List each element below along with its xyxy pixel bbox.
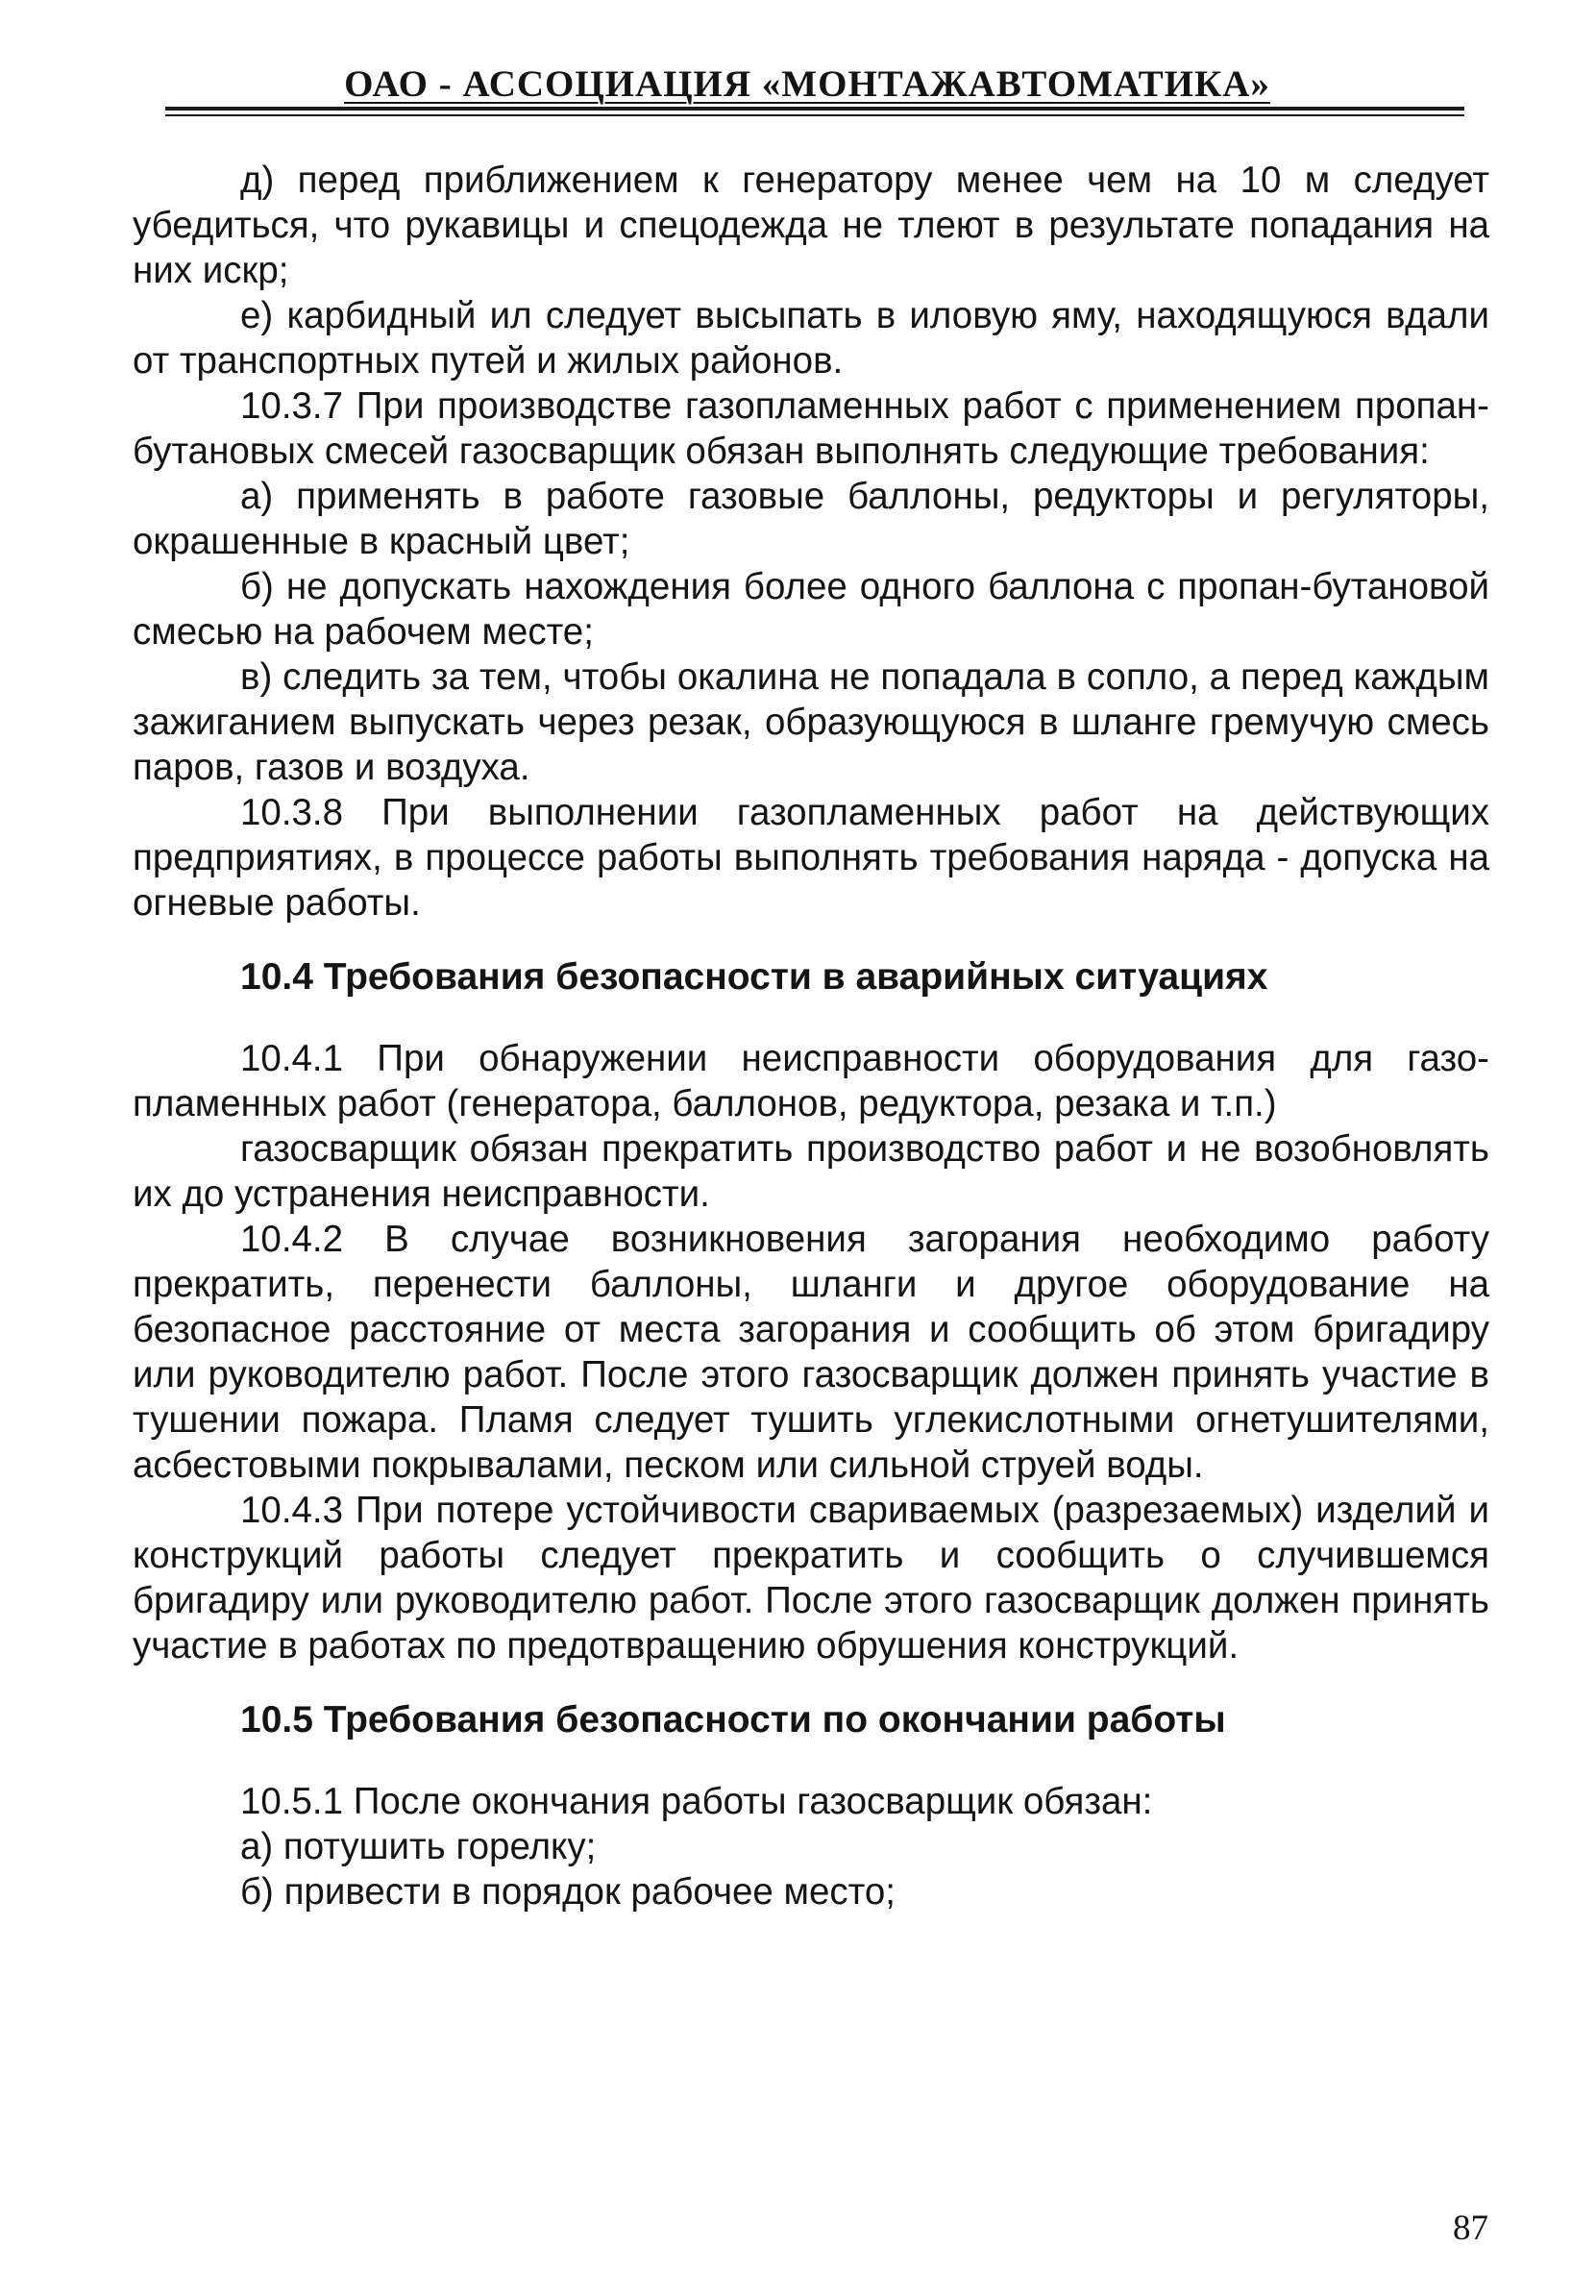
paragraph-10-5-1-a: а) потушить горелку; bbox=[240, 1826, 597, 1867]
paragraph-10-4-2: 10.4.2 В случае возникновения загорания необходимо работу прекратить, перенести баллоны, шланги и другое оборудование на безопасное расстояние от места загорания и сообщить об этом бригадиру или руководителю работ. После этого газосварщик должен принять участие в тушении пожара. Пламя следует тушить углекислотными огнетушителями, асбестовыми покрывалами, песком или сильной струей воды. bbox=[133, 1219, 1489, 1486]
paragraph-10-5-1: 10.5.1 После окончания работы газосварщик обязан: bbox=[240, 1781, 1153, 1822]
paragraph-10-3-8: 10.3.8 При выполнении газопламенных работ на действующих предприятиях, в процессе работы выполнять требования наряда - допуска на огневые работы. bbox=[133, 792, 1489, 924]
paragraph-v: в) следить за тем, чтобы окалина не попадала в сопло, а перед каждым зажиганием выпускать через резак, образующуюся в шланге гремучую смесь паров, газов и воздуха. bbox=[133, 656, 1489, 788]
paragraph-10-4-1-cont: газосварщик обязан прекратить производство работ и не возобновлять их до устранения неисправности. bbox=[133, 1128, 1489, 1215]
document-body bbox=[133, 158, 1489, 1914]
page-number: 87 bbox=[1453, 2209, 1488, 2248]
paragraph-10-4-1: 10.4.1 При обнаружении неисправности оборудования для газопламенных работ (генератора, баллонов, редуктора, резака и т.п.) bbox=[133, 1038, 1489, 1124]
header-rule-thick bbox=[165, 107, 1464, 111]
paragraph-b: б) не допускать нахождения более одного баллона с пропан-бутановой смесью на рабочем месте; bbox=[133, 566, 1489, 653]
paragraph-a: а) применять в работе газовые баллоны, редукторы и регуляторы, окрашенные в красный цвет; bbox=[133, 476, 1489, 562]
section-heading-10-4: 10.4 Требования безопасности в аварийных ситуациях bbox=[240, 956, 1268, 998]
section-heading-10-5: 10.5 Требования безопасности по окончании работы bbox=[240, 1699, 1226, 1741]
page-header-title: ОАО - АССОЦИАЦИЯ «МОНТАЖАВТОМАТИКА» bbox=[344, 63, 1270, 105]
paragraph-e: е) карбидный ил следует высыпать в иловую яму, находящуюся вдали от транспортных путей и жилых районов. bbox=[133, 295, 1489, 382]
header-rule-thin bbox=[165, 114, 1464, 116]
paragraph-10-3-7: 10.3.7 При производстве газопламенных работ с применением пропан-бутановых смесей газосварщик обязан выполнять следующие требования: bbox=[133, 385, 1489, 472]
paragraph-10-5-1-b: б) привести в порядок рабочее место; bbox=[240, 1871, 896, 1913]
paragraph-d: д) перед приближением к генератору менее чем на 10 м следует убедиться, что рукавицы и спецодежда не тлеют в результате попадания на них искр; bbox=[133, 160, 1489, 291]
paragraph-10-4-3: 10.4.3 При потере устойчивости свариваемых (разрезаемых) изделий и конструкций работы следует прекратить и сообщить о случившемся бригадиру или руководителю работ. После этого газосварщик должен принять участие в работах по предотвращению обрушения конструкций. bbox=[133, 1490, 1489, 1666]
